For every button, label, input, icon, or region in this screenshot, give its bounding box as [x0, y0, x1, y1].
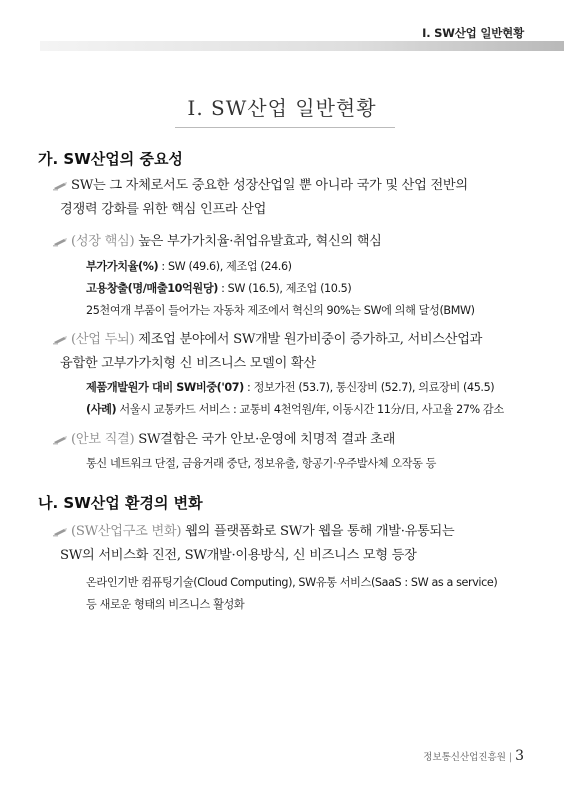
page-footer	[423, 748, 524, 764]
bullet-security	[53, 428, 533, 452]
sub-item-label: 제품개발원가 대비 SW비중('07)	[86, 381, 244, 394]
sub-item-text: 온라인기반 컴퓨팅기술(Cloud Computing), SW유통 서비스(SaaS : SW as a service)	[86, 576, 498, 589]
bullet-text: 제조업 분야에서 SW개발 원가비중이 증가하고, 서비스산업과	[134, 332, 483, 347]
publisher-name: 정보통신산업진흥원	[423, 752, 506, 763]
sub-item-text: 통신 네트워크 단절, 금융거래 중단, 정보유출, 항공기·우주발사체 오작동 등	[86, 457, 437, 470]
sub-item-text: : 정보가전 (53.7), 통신장비 (52.7), 의료장비 (45.5)	[243, 381, 495, 394]
footer-separator: |	[508, 752, 513, 763]
bullet-text-cont: SW의 서비스화 진전, SW개발·이용방식, 신 비즈니스 모형 등장	[60, 548, 417, 563]
sub-item-label: 고용창출(명/매출10억원당)	[86, 282, 218, 295]
bullet-structure-change	[53, 520, 533, 568]
bullet-text-cont: 융합한 고부가가치형 신 비즈니스 모델이 확산	[60, 356, 316, 371]
sub-item-text: 서울시 교통카드 서비스 : 교통비 4천억원/年, 이동시간 11分/日, 사고율 27% 감소	[116, 403, 504, 416]
sub-item	[86, 597, 244, 613]
sub-item	[86, 402, 504, 418]
pen-icon	[53, 234, 71, 249]
title-underline	[175, 127, 395, 128]
bullet-tag: (산업 두뇌)	[71, 332, 135, 347]
bullet-text: 웹의 플랫폼화로 SW가 웹을 통해 개발·유통되는	[181, 524, 455, 539]
sub-item	[86, 259, 292, 275]
bullet-growth-core	[53, 230, 533, 254]
header-bar	[40, 41, 564, 51]
bullet-text-cont: 경쟁력 강화를 위한 핵심 인프라 산업	[60, 202, 267, 217]
sub-item	[86, 303, 475, 319]
bullet-text: SW결함은 국가 안보·운영에 치명적 결과 초래	[134, 432, 396, 447]
sub-item-label: 부가가치율(%)	[86, 260, 159, 273]
running-title: Ⅰ. SW산업 일반현황	[422, 26, 524, 40]
section-heading-importance: 가. SW산업의 중요성	[38, 150, 183, 168]
bullet-tag: (성장 핵심)	[71, 234, 135, 249]
sub-item	[86, 281, 351, 297]
bullet-tag: (SW산업구조 변화)	[71, 524, 182, 539]
pen-icon	[53, 178, 71, 193]
pen-icon	[53, 432, 71, 447]
page-number: 3	[515, 748, 524, 764]
sub-item	[86, 456, 436, 472]
sub-item-text: : SW (49.6), 제조업 (24.6)	[158, 260, 292, 273]
sub-item	[86, 575, 497, 591]
page-title: Ⅰ. SW산업 일반현황	[187, 96, 377, 120]
sub-item-text: : SW (16.5), 제조업 (10.5)	[217, 282, 352, 295]
bullet-tag: (안보 직결)	[71, 432, 135, 447]
section-heading-environment: 나. SW산업 환경의 변화	[38, 494, 203, 512]
sub-item-label: (사례)	[86, 403, 117, 416]
sub-item-text: 등 새로운 형태의 비즈니스 활성화	[86, 598, 245, 611]
bullet-sw-infrastructure	[53, 174, 533, 222]
sub-item-text: 25천여개 부품이 들어가는 자동차 제조에서 혁신의 90%는 SW에 의해 달성(BMW)	[86, 304, 475, 317]
pen-icon	[53, 332, 71, 347]
pen-icon	[53, 524, 71, 539]
sub-item	[86, 380, 494, 396]
bullet-text: SW는 그 자체로서도 중요한 성장산업일 뿐 아니라 국가 및 산업 전반의	[71, 178, 468, 193]
bullet-industry-brain	[53, 328, 533, 376]
bullet-text: 높은 부가가치율·취업유발효과, 혁신의 핵심	[134, 234, 382, 249]
